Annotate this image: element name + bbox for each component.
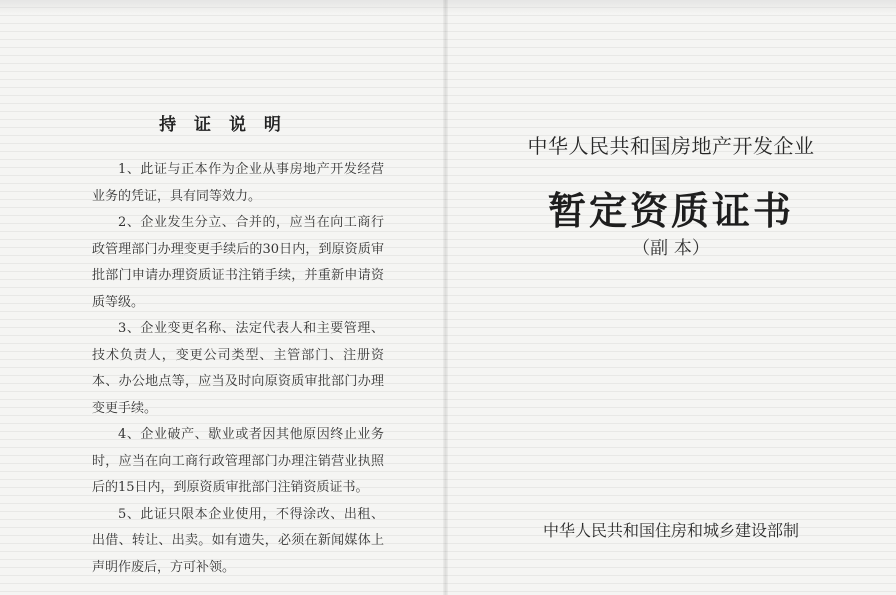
copy-mark: （副 本）	[632, 238, 710, 259]
issuer-heading: 中华人民共和国房地产开发企业	[527, 134, 815, 158]
instruction-item-4: 4、企业破产、歇业或者因其他原因终止业务时，应当在向工商行政管理部门办理注销营业执照后的15日内，到原资质审批部门注销资质证书。	[92, 427, 384, 495]
instruction-item-3: 3、企业变更名称、法定代表人和主要管理、技术负责人，变更公司类型、主管部门、注册资本、办公地点等，应当及时向原资质审批部门办理变更手续。	[92, 321, 384, 416]
instructions-body	[92, 157, 384, 581]
left-page	[0, 0, 446, 595]
instructions-title: 持 证 说 明	[159, 115, 287, 135]
certificate-title: 暂定资质证书	[547, 189, 794, 233]
right-page	[446, 0, 896, 595]
instruction-item-1: 1、此证与正本作为企业从事房地产开发经营业务的凭证，具有同等效力。	[92, 162, 384, 204]
instruction-item-5: 5、此证只限本企业使用，不得涂改、出租、出借、转让、出卖。如有遗失，必须在新闻媒体上声明作废后，方可补领。	[92, 506, 384, 575]
instruction-item-2: 2、企业发生分立、合并的，应当在向工商行政管理部门办理变更手续后的30日内，到原资质审批部门申请办理资质证书注销手续，并重新申请资质等级。	[92, 215, 384, 310]
issuing-authority: 中华人民共和国住房和城乡建设部制	[542, 521, 799, 540]
